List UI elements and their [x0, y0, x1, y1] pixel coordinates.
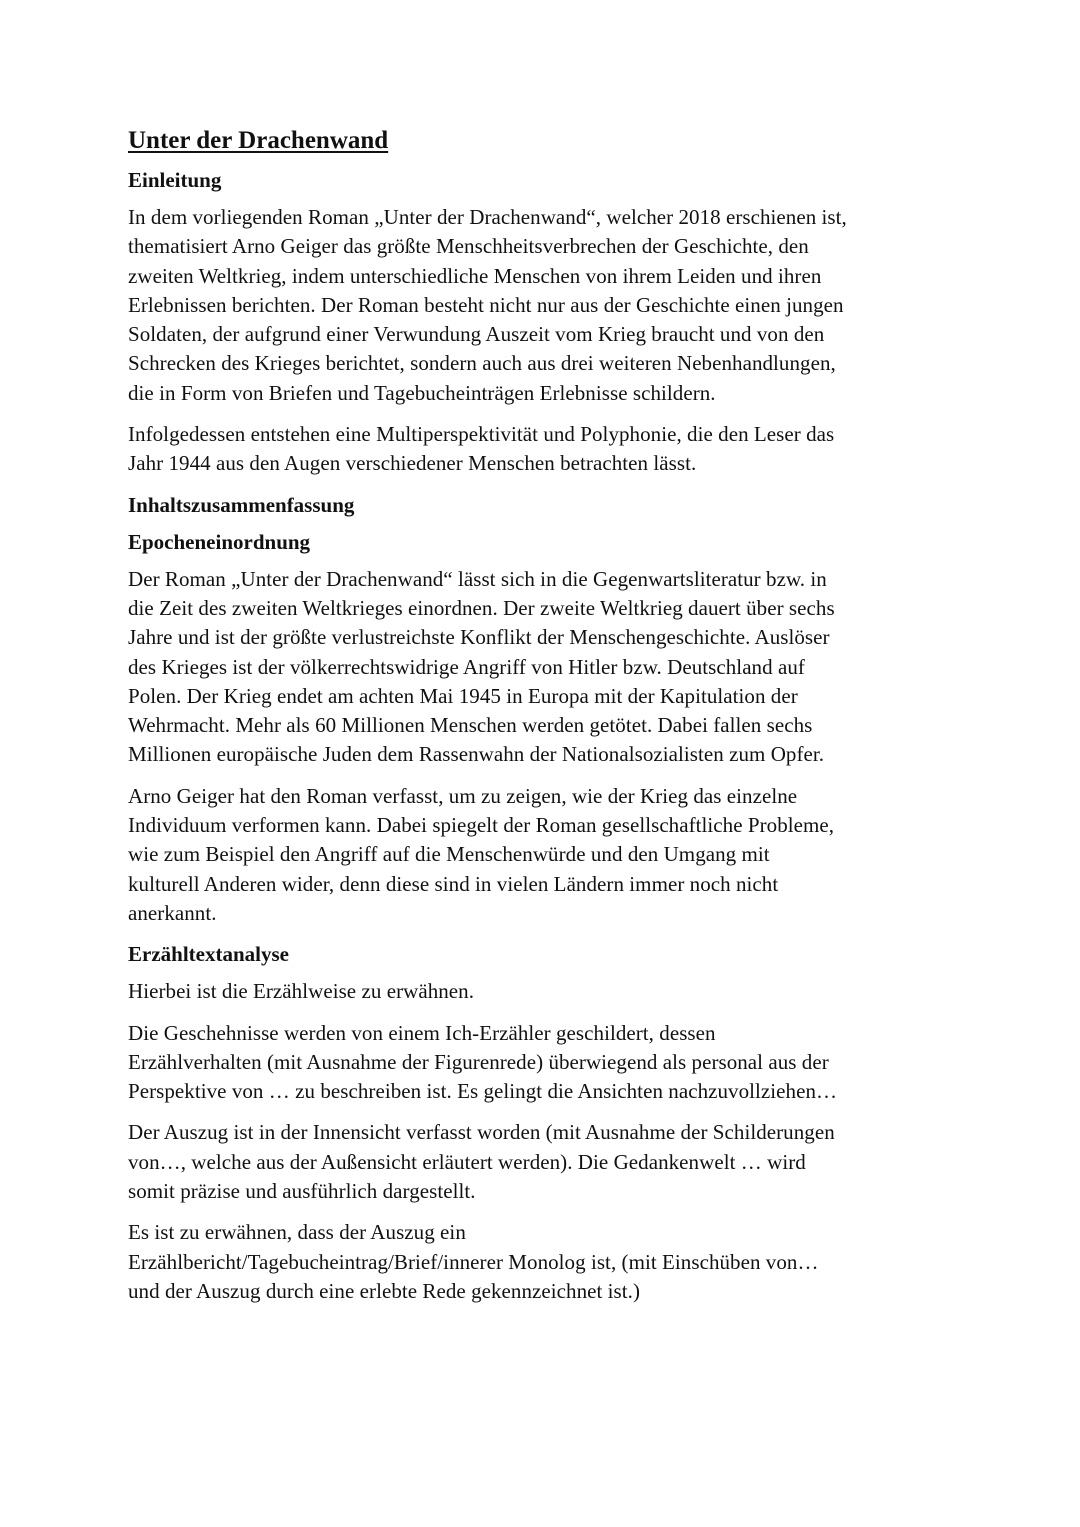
paragraph-analyse-2	[128, 1019, 958, 1107]
paragraph-einleitung-2	[128, 420, 958, 479]
heading-erzaehltextanalyse: Erzähltextanalyse	[128, 942, 289, 967]
text-line: Perspektive von … zu beschreiben ist. Es gelingt die Ansichten nachzuvollziehen…	[128, 1079, 838, 1104]
text-line: Jahr 1944 aus den Augen verschiedener Menschen betrachten lässt.	[128, 451, 697, 476]
paragraph-einleitung-1	[128, 203, 958, 408]
text-line: Infolgedessen entstehen eine Multiperspektivität und Polyphonie, die den Leser das	[128, 422, 835, 447]
text-line: anerkannt.	[128, 900, 217, 925]
text-line: thematisiert Arno Geiger das größte Menschheitsverbrechen der Geschichte, den	[128, 234, 809, 259]
text-line: Schrecken des Krieges berichtet, sondern auch aus drei weiteren Nebenhandlungen,	[128, 351, 836, 376]
text-line: somit präzise und ausführlich dargestellt.	[128, 1179, 476, 1204]
text-line: Erzählbericht/Tagebucheintrag/Brief/innerer Monolog ist, (mit Einschüben von…	[128, 1249, 819, 1274]
text-line: Soldaten, der aufgrund einer Verwundung Auszeit vom Krieg braucht und von den	[128, 322, 825, 347]
text-line: des Krieges ist der völkerrechtswidrige Angriff von Hitler bzw. Deutschland auf	[128, 654, 805, 679]
text-line: Der Roman „Unter der Drachenwand“ lässt sich in die Gegenwartsliteratur bzw. in	[128, 566, 827, 591]
paragraph-analyse-3	[128, 1118, 958, 1206]
text-line: Erzählverhalten (mit Ausnahme der Figurenrede) überwiegend als personal aus der	[128, 1049, 829, 1074]
text-line: Der Auszug ist in der Innensicht verfasst worden (mit Ausnahme der Schilderungen	[128, 1120, 835, 1145]
text-line: die in Form von Briefen und Tagebucheinträgen Erlebnisse schildern.	[128, 380, 716, 405]
document-title: Unter der Drachenwand	[128, 127, 389, 154]
text-line: wie zum Beispiel den Angriff auf die Menschenwürde und den Umgang mit	[128, 842, 770, 867]
text-line: kulturell Anderen wider, denn diese sind in vielen Ländern immer noch nicht	[128, 871, 779, 896]
text-line: Erlebnissen berichten. Der Roman besteht nicht nur aus der Geschichte einen jungen	[128, 292, 844, 317]
text-line: Es ist zu erwähnen, dass der Auszug ein	[128, 1220, 466, 1245]
text-line: und der Auszug durch eine erlebte Rede gekennzeichnet ist.)	[128, 1278, 641, 1303]
text-line: In dem vorliegenden Roman „Unter der Drachenwand“, welcher 2018 erschienen ist,	[128, 205, 847, 229]
text-line: Jahre und ist der größte verlustreichste Konflikt der Menschengeschichte. Auslöser	[128, 625, 830, 650]
text-line: Die Geschehnisse werden von einem Ich-Erzähler geschildert, dessen	[128, 1020, 716, 1045]
text-line: Hierbei ist die Erzählweise zu erwähnen.	[128, 979, 475, 1004]
paragraph-epoche-1	[128, 565, 958, 770]
text-line: von…, welche aus der Außensicht erläutert werden). Die Gedankenwelt … wird	[128, 1149, 806, 1174]
heading-epocheneinordnung: Epocheneinordnung	[128, 529, 311, 554]
paragraph-analyse-1	[128, 977, 958, 1006]
paragraph-analyse-4	[128, 1218, 958, 1306]
document-page	[128, 124, 958, 1318]
heading-inhaltszusammenfassung: Inhaltszusammenfassung	[128, 492, 355, 517]
heading-einleitung: Einleitung	[128, 168, 222, 192]
text-line: Wehrmacht. Mehr als 60 Millionen Menschen werden getötet. Dabei fallen sechs	[128, 713, 813, 738]
text-line: Polen. Der Krieg endet am achten Mai 1945 in Europa mit der Kapitulation der	[128, 683, 798, 708]
paragraph-epoche-2	[128, 782, 958, 928]
text-line: die Zeit des zweiten Weltkrieges einordnen. Der zweite Weltkrieg dauert über sechs	[128, 595, 835, 620]
text-line: Millionen europäische Juden dem Rassenwahn der Nationalsozialisten zum Opfer.	[128, 742, 825, 767]
text-line: Individuum verformen kann. Dabei spiegelt der Roman gesellschaftliche Probleme,	[128, 813, 835, 838]
text-line: zweiten Weltkrieg, indem unterschiedliche Menschen von ihrem Leiden und ihren	[128, 263, 822, 288]
text-line: Arno Geiger hat den Roman verfasst, um zu zeigen, wie der Krieg das einzelne	[128, 783, 798, 808]
